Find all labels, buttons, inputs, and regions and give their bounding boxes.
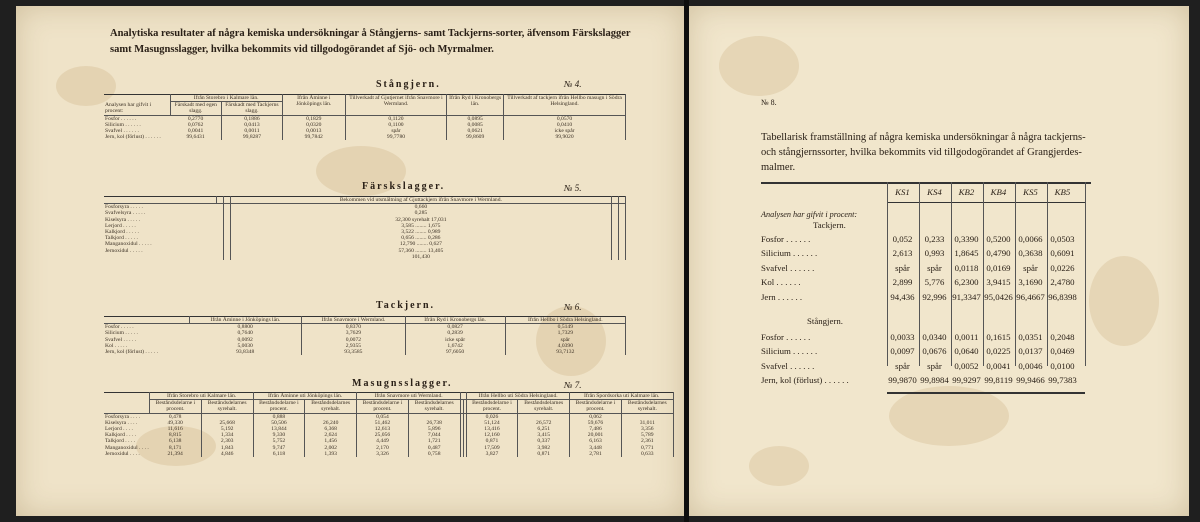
column-header: Beståndsdelarne i procent. bbox=[570, 400, 621, 413]
table-cell: 0,0041 bbox=[170, 128, 222, 134]
table-cell: 0,0320 bbox=[282, 122, 345, 128]
table-cell: 99,8609 bbox=[447, 134, 504, 140]
table-cell: 0,5200 bbox=[986, 234, 1011, 244]
row-label: Silicium . . . . . . bbox=[105, 121, 141, 128]
table-cell: spår bbox=[895, 360, 910, 371]
column-header bbox=[104, 317, 189, 324]
table-bottom-rule bbox=[887, 392, 1085, 394]
table-cell: 0,8800 0,7640 0,0092 5,0030 93,8348 bbox=[189, 324, 302, 356]
table-cell: 0,478 49,330 11,616 8,815 6,138 8,171 21,394 bbox=[150, 413, 201, 457]
section-number: № 6. bbox=[564, 302, 582, 312]
column-rule bbox=[1085, 182, 1086, 366]
table-cell: 99,9870 bbox=[888, 375, 917, 386]
table-cell: 0,0066 bbox=[1018, 234, 1043, 244]
table-cell: 26,240 6,368 2,624 1,456 2,002 1,393 bbox=[305, 413, 357, 457]
right-page bbox=[689, 6, 1189, 516]
table-cell: 0,0469 bbox=[1050, 346, 1075, 357]
column-group-header: Ifrån Storebro i Kalmare län. bbox=[170, 95, 282, 102]
table-cell: 0,054 51,462 12,613 25,056 4,449 2,170 3,326 bbox=[357, 413, 408, 457]
column-header: Beståndsdelarnes syrehalt. bbox=[408, 400, 460, 413]
table-cell: 0,0097 bbox=[890, 346, 915, 357]
table-cell: 0,0827 0,2839 icke spår 1,6742 97,6050 bbox=[405, 324, 505, 356]
table-cell: 99,6431 bbox=[170, 134, 222, 140]
row-labels: Fosfor . . . . . Silicium . . . . . Svafvel . . . . . Kol . . . . . Jern, kol (förlust) . . . . . bbox=[105, 324, 158, 356]
table-cell bbox=[612, 204, 619, 260]
table-cell: 0,4790 bbox=[986, 248, 1011, 259]
table-row bbox=[104, 204, 626, 260]
table-cell: 92,996 bbox=[922, 291, 947, 302]
section-number: № 7. bbox=[564, 380, 582, 390]
column-group-header: Ifrån Snavmore uti Wermland. bbox=[357, 393, 461, 400]
table-cell: 0,0137 bbox=[1018, 346, 1043, 357]
section-heading-tackjern: Tackjern. bbox=[376, 300, 436, 311]
table-cell: 99,9297 bbox=[952, 375, 981, 386]
tackjern-table bbox=[104, 316, 626, 355]
column-header: Ifrån Ryd i Kronobergs län. bbox=[447, 95, 504, 116]
page-title: Analytiska resultater af några kemiska undersökningar å Stångjerns- samt Tackjerns-sorter, äfvensom Färskslagger samt Masugnsslagger, hvilka bekommits vid tillgodogörandet af Sjö- och Myrmalmer. bbox=[110, 28, 631, 55]
table-cell: 0,0762 bbox=[170, 122, 222, 128]
row-label: Fosfor . . . . . . bbox=[761, 234, 811, 244]
column-header: Ifrån Snavmore i Wermland. bbox=[302, 317, 405, 324]
table-row bbox=[104, 115, 626, 122]
table-cell: 0,0046 bbox=[1018, 360, 1043, 371]
column-header: Bekommen vid utsmältning af Gjuttackjern ifrån Snavmore i Wermland. bbox=[230, 197, 611, 204]
table-cell bbox=[619, 204, 626, 260]
table-cell: spår bbox=[345, 128, 446, 134]
table-cell: 0,660 0,285 32,300 syrehalt 17,031 3,585 ........ 1,675 3,522 ........ 0,989 0,656 ........ 0,286 12,790 ........ 0,627 57,360 ........ 13,405 101,430 bbox=[230, 204, 611, 260]
section-label: Tackjern. bbox=[813, 220, 846, 230]
table-cell: 0,0169 bbox=[986, 262, 1011, 273]
column-header: KB2 bbox=[958, 187, 975, 197]
table-cell bbox=[216, 204, 223, 260]
table-cell: 96,4667 bbox=[1016, 291, 1045, 302]
table-cell: 26,572 6,251 3,415 0,337 3,982 0,871 bbox=[518, 413, 570, 457]
table-cell: 95,0426 bbox=[984, 291, 1013, 302]
section-heading-farskslagger: Färskslagger. bbox=[362, 181, 446, 192]
table-cell: 0,0041 bbox=[986, 360, 1011, 371]
table-cell: 0,0011 bbox=[954, 332, 979, 342]
column-header: Beståndsdelarne i procent. bbox=[466, 400, 517, 413]
table-cell: 99,7780 bbox=[345, 134, 446, 140]
table-cell: 0,1829 bbox=[282, 115, 345, 122]
stangjern-table bbox=[104, 94, 626, 140]
table-cell: 0,0340 bbox=[922, 332, 947, 342]
section-number: № 4. bbox=[564, 79, 582, 89]
table-number: № 8. bbox=[761, 98, 777, 107]
column-header: Tillverkadt af Gjutjernet ifrån Snavmore i Wermland. bbox=[345, 95, 446, 116]
table-cell: 0,5149 1,7329 spår 4,0390 93,7132 bbox=[505, 324, 625, 356]
table-cell: 0,0503 bbox=[1050, 234, 1075, 244]
table-cell: 0,1886 bbox=[222, 115, 283, 122]
farskslagger-table bbox=[104, 196, 626, 260]
table-cell: 0,0225 bbox=[986, 346, 1011, 357]
table-cell: 0,2770 bbox=[170, 115, 222, 122]
row-label: Jern, kol (förlust) . . . . . . bbox=[105, 134, 161, 141]
table-cell: 0,026 51,124 13,416 12,160 0,871 17,509 3,827 bbox=[466, 413, 517, 457]
column-header bbox=[612, 197, 619, 204]
table-cell: 0,993 bbox=[924, 248, 945, 259]
table-row bbox=[104, 134, 626, 140]
row-label: Silicium . . . . . . bbox=[761, 248, 818, 259]
table-cell: 99,8119 bbox=[984, 375, 1013, 386]
table-cell: spår bbox=[927, 262, 942, 273]
table-cell: 0,062 59,676 7,486 20,001 6,163 3,448 2,781 bbox=[570, 413, 621, 457]
table-cell: 0,0052 bbox=[954, 360, 979, 371]
column-group-header: Ifrån Storebro uti Kalmare län. bbox=[150, 393, 254, 400]
column-header: Analysen har gifvit i procent: bbox=[104, 95, 170, 116]
table-cell: spår bbox=[927, 360, 942, 371]
row-label: Silicium . . . . . . bbox=[761, 346, 818, 357]
table-cell: 26,738 5,896 7,044 1,721 0,487 0,758 bbox=[408, 413, 460, 457]
row-label: Svafvel . . . . . . bbox=[105, 128, 139, 135]
table-cell: 0,0570 bbox=[504, 115, 626, 122]
row-label: Svafvel . . . . . . bbox=[761, 262, 815, 273]
column-header: KS5 bbox=[1023, 187, 1038, 197]
table-cell: 0,888 50,506 13,844 9,330 5,752 9,747 6,118 bbox=[253, 413, 304, 457]
table-cell: 0,0226 bbox=[1050, 262, 1075, 273]
table-cell: 0,0118 bbox=[954, 262, 979, 273]
table-row bbox=[104, 413, 674, 457]
column-header: Ifrån Åminne i Jönköpings län. bbox=[189, 317, 302, 324]
table-cell: 5,776 bbox=[924, 277, 945, 288]
table-cell: 0,1100 bbox=[345, 122, 446, 128]
column-header: Beståndsdelarnes syrehalt. bbox=[518, 400, 570, 413]
table-cell: 3,1690 bbox=[1018, 277, 1043, 288]
table-cell: 1,8645 bbox=[954, 248, 979, 259]
table-cell: 96,8398 bbox=[1048, 291, 1077, 302]
column-header: KB5 bbox=[1054, 187, 1071, 197]
column-header: Beståndsdelarnes syrehalt. bbox=[305, 400, 357, 413]
table-cell: 6,2300 bbox=[954, 277, 979, 288]
table-cell: 99,7842 bbox=[282, 134, 345, 140]
table-cell: spår bbox=[1023, 262, 1038, 273]
column-header: KS1 bbox=[895, 187, 910, 197]
section-label: Stångjern. bbox=[807, 316, 843, 326]
column-header bbox=[104, 197, 216, 204]
table-cell: 0,2048 bbox=[1050, 332, 1075, 342]
column-header bbox=[619, 197, 626, 204]
column-header: Beståndsdelarne i procent. bbox=[150, 400, 201, 413]
column-header: Beståndsdelarnes syrehalt. bbox=[201, 400, 253, 413]
table-cell: 99,7383 bbox=[1048, 375, 1077, 386]
table-cell: 0,0621 bbox=[447, 128, 504, 134]
table-cell: 31,011 3,356 5,789 2,361 0,771 0,633 bbox=[621, 413, 673, 457]
column-header: Analysen har gifvit i procent: bbox=[761, 210, 858, 219]
table-cell: 2,899 bbox=[892, 277, 913, 288]
table-cell: 91,3347 bbox=[952, 291, 981, 302]
table-cell: 0,3390 bbox=[954, 234, 979, 244]
table-cell: 0,0413 bbox=[222, 122, 283, 128]
row-labels: Fosforsyra . . . . . Svafvelsyra . . . . . Kiselsyra . . . . . Lerjord . . . . . Kalkjord . . . . . Talkjord . . . . . Manganoxidul . . . . . Jernoxidul . . . . . bbox=[105, 204, 152, 254]
section-heading-stangjern: Stångjern. bbox=[376, 79, 441, 90]
column-header: Beståndsdelarne i procent. bbox=[357, 400, 408, 413]
column-header bbox=[104, 393, 150, 414]
table-cell: 0,1120 bbox=[345, 115, 446, 122]
table-cell: 0,1615 bbox=[986, 332, 1011, 342]
table-cell: 0,052 bbox=[892, 234, 913, 244]
column-header: Färskadt med egen slagg. bbox=[170, 102, 222, 115]
table-cell: 0,0033 bbox=[890, 332, 915, 342]
row-label: Kol . . . . . . bbox=[761, 277, 801, 288]
table-cell: spår bbox=[895, 262, 910, 273]
row-label: Jern . . . . . . bbox=[761, 291, 803, 302]
table-cell: 2,613 bbox=[892, 248, 913, 259]
table-cell: 0,0676 bbox=[922, 346, 947, 357]
row-label: Svafvel . . . . . . bbox=[761, 360, 815, 371]
table-cell: 25,668 5,192 1,334 2,303 1,843 4,846 bbox=[201, 413, 253, 457]
table-cell: 0,0013 bbox=[282, 128, 345, 134]
column-header: Ifrån Hellbo i Södra Helsingland. bbox=[505, 317, 625, 324]
table-cell: 0,0640 bbox=[954, 346, 979, 357]
column-header: Ifrån Åminne i Jönköpings län. bbox=[282, 95, 345, 116]
column-header: KB4 bbox=[990, 187, 1007, 197]
table-cell: 2,4780 bbox=[1050, 277, 1075, 288]
section-heading-masugnsslagger: Masugnsslagger. bbox=[352, 378, 453, 389]
column-header: Färskadt med Tackjerns slagg. bbox=[222, 102, 283, 115]
masugnsslagger-table bbox=[104, 392, 674, 457]
table-cell: 0,0351 bbox=[1018, 332, 1043, 342]
table-cell: 99,9020 bbox=[504, 134, 626, 140]
table-cell: 0,233 bbox=[924, 234, 945, 244]
column-header: Ifrån Ryd i Kronobergs län. bbox=[405, 317, 505, 324]
column-group-header: Ifrån Åminne uti Jönköpings län. bbox=[253, 393, 357, 400]
column-header bbox=[223, 197, 230, 204]
table-cell: 0,0410 bbox=[504, 122, 626, 128]
table-row bbox=[104, 324, 626, 356]
table-cell: 99,8287 bbox=[222, 134, 283, 140]
row-label: Fosfor . . . . . . bbox=[761, 332, 811, 342]
table-cell: 0,0100 bbox=[1050, 360, 1075, 371]
column-group-header: Ifrån Hellbo uti Södra Helsingland. bbox=[466, 393, 570, 400]
row-labels: Fosforsyra . . . . Kiselsyra . . . . Lerjord . . . . Kalkjord . . . . Talkjord . . . . Manganoxidul . . . . Jernoxidul . . . . bbox=[105, 413, 149, 457]
table-cell: 0,8370 3,7629 0,0072 2,9355 93,3585 bbox=[302, 324, 405, 356]
column-header: Beståndsdelarnes syrehalt. bbox=[621, 400, 673, 413]
table-cell: 99,9466 bbox=[1016, 375, 1045, 386]
table-cell: 3,9415 bbox=[986, 277, 1011, 288]
column-header: Tillverkadt af tackjern ifrån Hellbo masugn i Södra Helsingland. bbox=[504, 95, 626, 116]
table-cell: icke spår bbox=[504, 128, 626, 134]
table-cell bbox=[223, 204, 230, 260]
left-page bbox=[16, 6, 684, 516]
table-cell: 0,0011 bbox=[222, 128, 283, 134]
column-header: KS4 bbox=[927, 187, 942, 197]
column-header bbox=[216, 197, 223, 204]
row-label: Fosfor . . . . . . bbox=[105, 115, 137, 122]
right-page-title: Tabellarisk framställning af några kemiska undersökningar å några tackjerns- och stångjernssorter, hvilka bekommits vid tillgodogörandet af Grangjerdes-malmer. bbox=[761, 132, 1086, 173]
table-cell: 99,8984 bbox=[920, 375, 949, 386]
table-cell: 0,6091 bbox=[1050, 248, 1075, 259]
table-cell: 0,3638 bbox=[1018, 248, 1043, 259]
row-label: Jern, kol (förlust) . . . . . . bbox=[761, 375, 849, 386]
table-cell: 0,0085 bbox=[447, 122, 504, 128]
table-cell: 94,436 bbox=[890, 291, 915, 302]
column-group-header: Ifrån Spordsorka uti Kalmare län. bbox=[570, 393, 674, 400]
column-header: Beståndsdelarne i procent. bbox=[253, 400, 304, 413]
section-number: № 5. bbox=[564, 183, 582, 193]
table-cell: 0,0895 bbox=[447, 115, 504, 122]
